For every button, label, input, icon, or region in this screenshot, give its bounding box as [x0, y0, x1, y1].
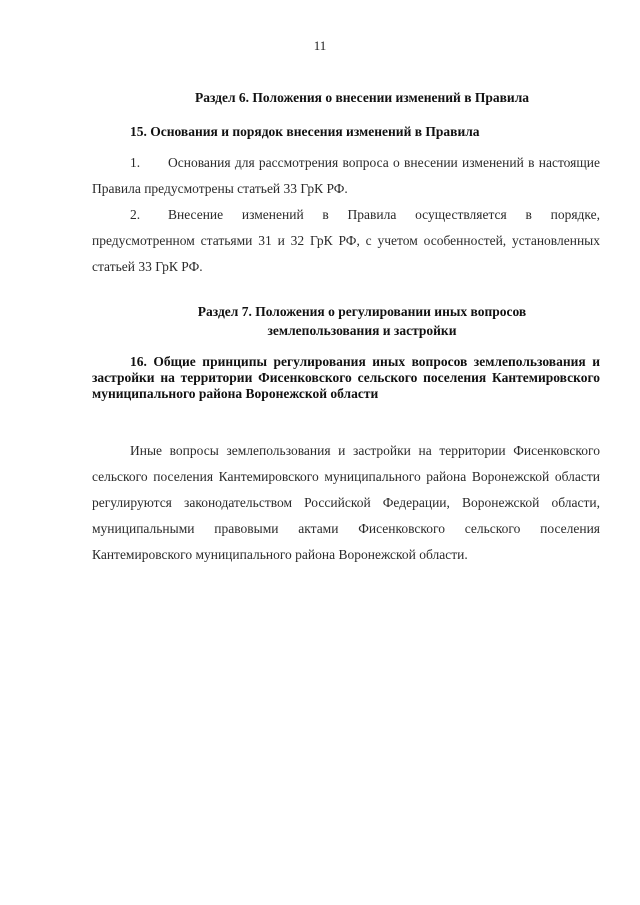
item-text: Внесение изменений в Правила осуществляется в порядке, предусмотренном статьями 31 и 32 ГрК РФ, с учетом особенностей, установленных статьей 33 ГрК РФ. — [92, 207, 600, 274]
section-6-title: Раздел 6. Положения о внесении изменений в Правила — [194, 90, 530, 105]
item-number: 2. — [130, 207, 141, 222]
article-16-body — [92, 438, 600, 568]
item-text: Основания для рассмотрения вопроса о внесении изменений в настоящие Правила предусмотрены статьей 33 ГрК РФ. — [92, 155, 600, 196]
article-16-title — [92, 354, 600, 402]
article-16-title-text: 16. Общие принципы регулирования иных вопросов землепользования и застройки на территории Фисенковского сельского поселения Кантемировского муниципального района Воронежской области — [92, 354, 600, 401]
section-7-title — [92, 302, 632, 340]
section-7-title-line-2: землепользования и застройки — [267, 323, 457, 338]
page-number: 11 — [313, 38, 327, 53]
item-number: 1. — [130, 155, 141, 170]
article-15-item-2 — [92, 202, 600, 280]
article-15-title: 15. Основания и порядок внесения изменений в Правила — [130, 124, 480, 139]
article-16-text: Иные вопросы землепользования и застройки на территории Фисенковского сельского поселения Кантемировского муниципального района Воронежской области регулируются законодательством Российской Федерации, Воронежской области, муниципальными правовыми актами Фисенковского сельского поселения Кантемировского муниципального района Воронежской области. — [92, 443, 600, 562]
article-15-item-1 — [92, 150, 600, 202]
section-7-title-line-1: Раздел 7. Положения о регулировании иных вопросов — [197, 304, 527, 319]
